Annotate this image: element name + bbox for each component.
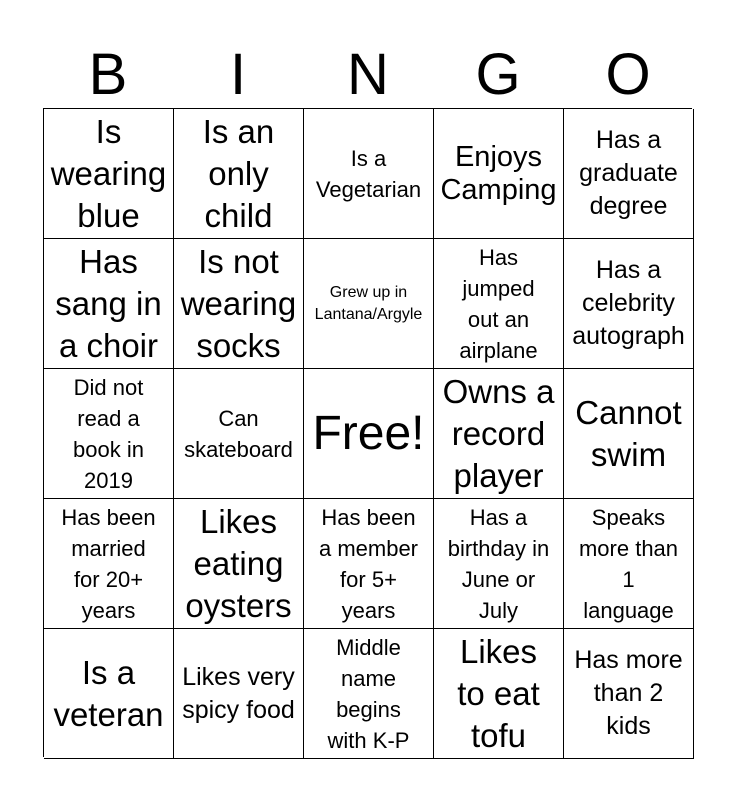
bingo-cell[interactable]: Is wearing blue (44, 109, 174, 239)
bingo-cell[interactable]: Is not wearing socks (174, 239, 304, 369)
header-letter-n: N (347, 42, 389, 107)
header-letter-b: B (88, 42, 128, 107)
bingo-cell[interactable]: Has been a member for 5+ years (304, 499, 434, 629)
bingo-cell[interactable]: Likes eating oysters (174, 499, 304, 629)
bingo-cell[interactable]: Can skateboard (174, 369, 304, 499)
bingo-cell[interactable]: Has sang in a choir (44, 239, 174, 369)
free-space[interactable]: Free! (304, 369, 434, 499)
bingo-cell[interactable]: Likes to eat tofu (434, 629, 564, 759)
bingo-cell[interactable]: Is a veteran (44, 629, 174, 759)
header-letter-i: I (229, 42, 247, 107)
bingo-cell[interactable]: Middle name begins with K-P (304, 629, 434, 759)
bingo-cell[interactable]: Has a celebrity autograph (564, 239, 694, 369)
header-letter-g: G (475, 42, 521, 107)
bingo-cell[interactable]: Has a graduate degree (564, 109, 694, 239)
bingo-cell[interactable]: Owns a record player (434, 369, 564, 499)
bingo-cell[interactable]: Likes very spicy food (174, 629, 304, 759)
bingo-cell[interactable]: Has jumped out an airplane (434, 239, 564, 369)
bingo-cell[interactable]: Speaks more than 1 language (564, 499, 694, 629)
bingo-cell[interactable]: Did not read a book in 2019 (44, 369, 174, 499)
bingo-cell[interactable]: Grew up in Lantana/Argyle (304, 239, 434, 369)
header-letter-o: O (605, 42, 651, 107)
bingo-cell[interactable]: Enjoys Camping (434, 109, 564, 239)
bingo-cell[interactable]: Is an only child (174, 109, 304, 239)
bingo-cell[interactable]: Has been married for 20+ years (44, 499, 174, 629)
bingo-cell[interactable]: Cannot swim (564, 369, 694, 499)
bingo-cell[interactable]: Has a birthday in June or July (434, 499, 564, 629)
bingo-header (43, 42, 693, 108)
bingo-cell[interactable]: Is a Vegetarian (304, 109, 434, 239)
bingo-cell[interactable]: Has more than 2 kids (564, 629, 694, 759)
bingo-grid (43, 108, 692, 757)
